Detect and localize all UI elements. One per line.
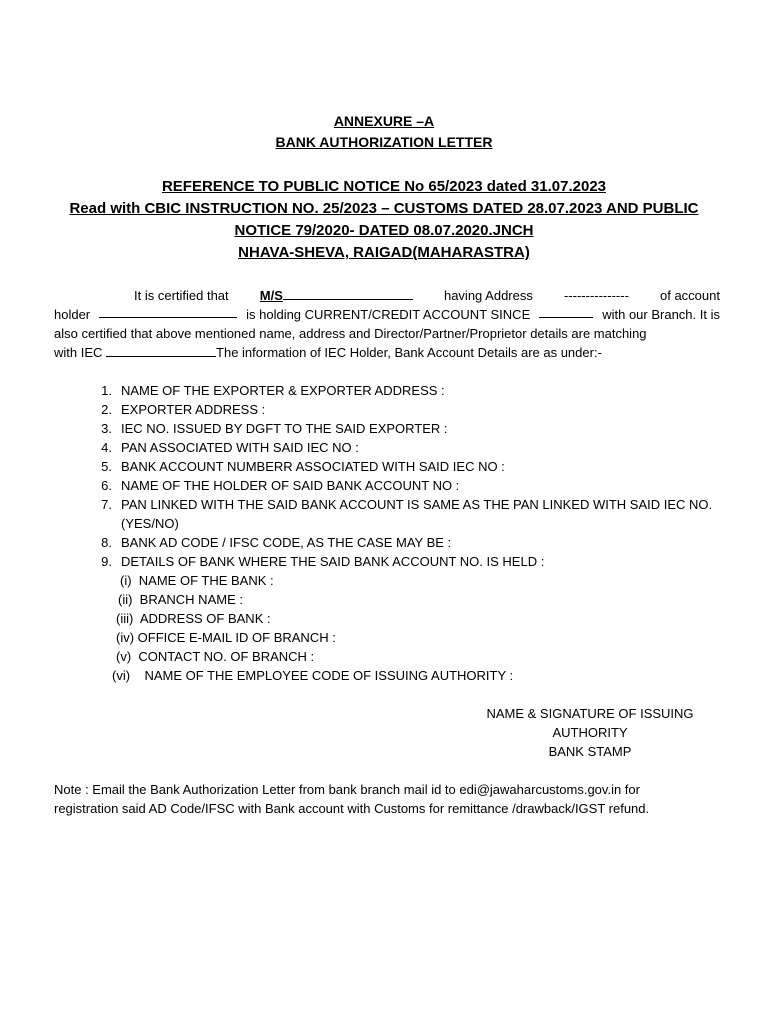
certificate-line-2: [54, 305, 720, 324]
holder-blank: [99, 305, 237, 318]
reference-line-1: REFERENCE TO PUBLIC NOTICE No 65/2023 dated 31.07.2023: [161, 178, 607, 195]
iec-info-text: The information of IEC Holder, Bank Account Details are as under:-: [216, 345, 602, 360]
sub-list-item: (i) NAME OF THE BANK :: [120, 573, 274, 588]
certificate-line-1: [54, 286, 720, 305]
bank-stamp-label: BANK STAMP: [548, 744, 632, 759]
certificate-line-3: also certified that above mentioned name, address and Director/Partner/Proprietor details are matching: [54, 326, 647, 341]
iec-label: with IEC: [54, 345, 103, 360]
signature-block: [480, 704, 700, 761]
reference-line-4: NHAVA-SHEVA, RAIGAD(MAHARASTRA): [238, 244, 530, 261]
letter-title: BANK AUTHORIZATION LETTER: [275, 134, 493, 150]
certificate-line-4: [54, 343, 720, 362]
ms-field: M/S: [260, 286, 413, 305]
address-blank: ---------------: [563, 288, 629, 303]
note-line-1: Note : Email the Bank Authorization Letter from bank branch mail id to edi@jawaharcustoms.gov.in for: [54, 782, 640, 797]
account-since-text: is holding CURRENT/CREDIT ACCOUNT SINCE: [246, 307, 531, 322]
iec-blank: [106, 344, 216, 357]
branch-text: with our Branch. It is: [602, 307, 720, 322]
account-text: of account: [660, 288, 720, 303]
sub-list-item: (iv) OFFICE E-MAIL ID OF BRANCH :: [116, 630, 336, 645]
certified-text: It is certified that: [134, 288, 229, 303]
sub-list-item: (ii) BRANCH NAME :: [118, 592, 243, 607]
sub-list-item: (iii) ADDRESS OF BANK :: [116, 611, 271, 626]
sub-list-item: (vi) NAME OF THE EMPLOYEE CODE OF ISSUING AUTHORITY :: [112, 668, 514, 683]
note-line-2: registration said AD Code/IFSC with Bank account with Customs for remittance /drawback/IGST refund.: [54, 801, 650, 816]
signature-line-2: AUTHORITY: [552, 725, 628, 740]
note-block: [54, 780, 734, 818]
document-page: ANNEXURE –A BANK AUTHORIZATION LETTER REFERENCE TO PUBLIC NOTICE No 65/2023 dated 31.07.2023 Read with CBIC INSTRUCTION NO. 25/2023 – CUSTOMS DATED 28.07.2023 AND PUBLIC NOTICE 79/2020- DATED 08.07.2020.JNCH NHAVA-SHEVA, RAIGAD(MAHARASTRA) It is certified that M/S having Address --------------- of account holder is holding CURRENT/CREDIT ACCOUNT SINCE with our Branch. It is also certified that above mentioned name, address and Director/Partner/Proprietor details are matching with IEC The information of IEC Holder, Bank Account Details are as under:- 1. NAME OF THE EXPORTER & EXPORTER ADDRESS : 2. EXPORTER ADDRESS : 3. IEC NO. ISSUED BY DGFT TO THE SAID EXPORTER : 4. PAN ASSOCIATED WITH SAID IEC NO : 5. BANK ACCOUNT NUMBERR ASSOCIATED WITH SAID IEC NO : 6. NAME OF THE HOLDER OF SAID BANK ACCOUNT NO : 7. PAN LINKED WITH THE SAID BANK ACCOUNT IS SAME AS THE PAN LINKED WITH SAID IEC NO. (YES/NO) 8. BANK AD CODE / IFSC CODE, AS THE CASE MAY BE : 9. DETAILS OF BANK WHERE THE SAID BANK ACCOUNT NO. IS HELD : (i) NAME OF THE BANK : (ii) BRANCH NAME : (iii) ADDRESS OF BANK : (iv) OFFICE E-MAIL ID OF BRANCH : (v) CONTACT NO. OF BRANCH : (vi) NAME OF THE EMPLOYEE CODE OF ISSUING AUTHORITY : NAME & SIGNATURE OF ISSUING AUTHORITY BANK STAMP Note : Email the Bank Authorization Letter from bank branch mail id to edi@jawaharcustoms.gov.in for registration said AD Code/IFSC with Bank account with Customs for remittance /drawback/IGST refund.: [0, 0, 768, 1024]
reference-line-2: Read with CBIC INSTRUCTION NO. 25/2023 – CUSTOMS DATED 28.07.2023 AND PUBLIC: [69, 200, 699, 217]
holder-label: holder: [54, 307, 91, 322]
since-blank: [539, 305, 593, 318]
signature-line-1: NAME & SIGNATURE OF ISSUING: [486, 706, 694, 721]
address-label: having Address: [443, 288, 533, 303]
reference-line-3: NOTICE 79/2020- DATED 08.07.2020.JNCH: [234, 222, 534, 239]
annexure-heading: ANNEXURE –A: [333, 113, 435, 129]
sub-list-item: (v) CONTACT NO. OF BRANCH :: [116, 649, 315, 664]
